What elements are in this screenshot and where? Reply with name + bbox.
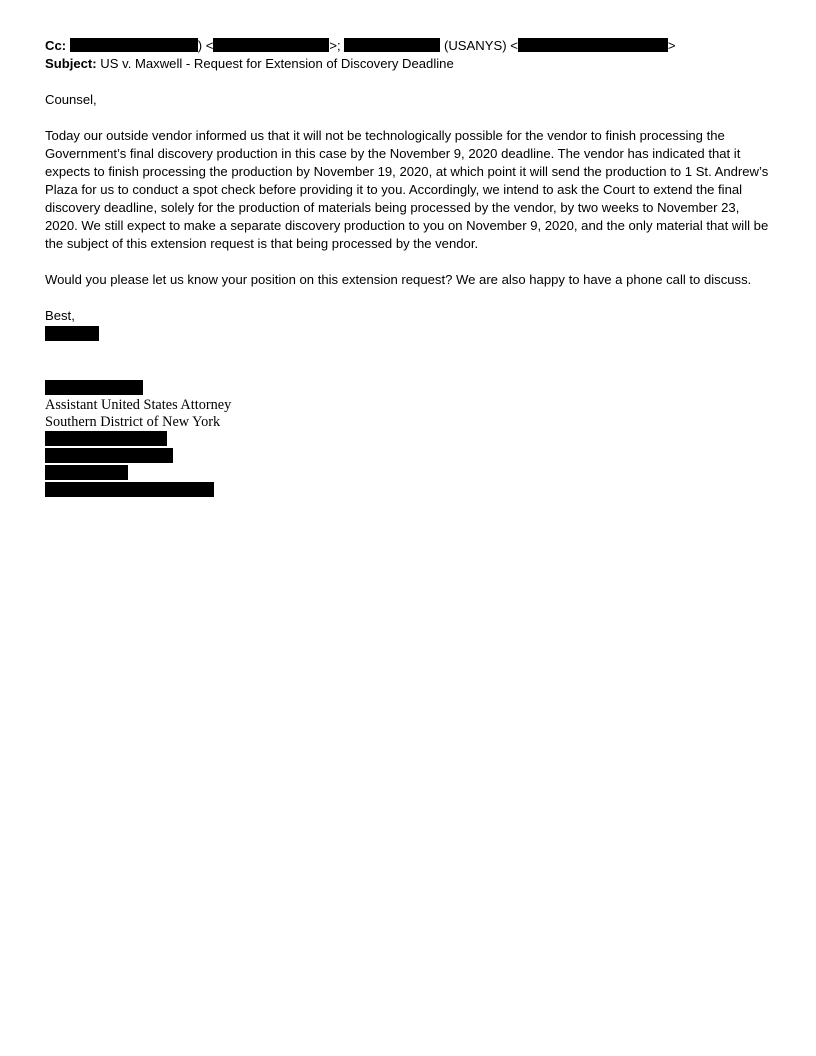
signature-block xyxy=(45,380,775,497)
closing: Best, xyxy=(45,308,75,323)
redaction-box xyxy=(45,482,214,497)
subject-text: US v. Maxwell - Request for Extension of Discovery Deadline xyxy=(100,56,454,71)
redaction-box xyxy=(45,380,143,395)
redaction-box xyxy=(45,326,99,341)
redaction-box xyxy=(518,38,668,52)
greeting: Counsel, xyxy=(45,92,97,107)
redaction-box xyxy=(45,465,128,480)
redaction-box xyxy=(45,448,173,463)
body-paragraph-2: Would you please let us know your position on this extension request? We are also happy to have a phone call to discuss. xyxy=(45,272,752,287)
cc-line xyxy=(45,37,775,55)
signature-office: Southern District of New York xyxy=(45,414,221,430)
subject-line xyxy=(45,55,775,73)
redaction-box xyxy=(344,38,440,52)
redaction-box xyxy=(213,38,329,52)
body-paragraph-1: Today our outside vendor informed us that it will not be technologically possible for the vendor to finish processing the Government’s final discovery production in this case by the November 9, 2020 deadline. The vendor has indicated that it expects to finish processing the production by November 19, 2020, at which point it will send the production to 1 St. Andrew’s Plaza for us to conduct a spot check before providing it to you. Accordingly, we intend to ask the Court to extend the final discovery deadline, solely for the production of materials being processed by the vendor, by two weeks to November 23, 2020. We still expect to make a separate discovery production to you on November 9, 2020, and the only material that will be the subject of this extension request is that being processed by the vendor. xyxy=(45,128,769,251)
cc-label: Cc: xyxy=(45,38,67,53)
redaction-box xyxy=(70,38,198,52)
redaction-box xyxy=(45,431,167,446)
cc-separator: >; xyxy=(329,38,341,53)
subject-label: Subject: xyxy=(45,56,97,71)
cc-separator: ) < xyxy=(197,38,214,53)
cc-end: > xyxy=(667,38,676,53)
email-document xyxy=(45,37,775,499)
cc-organization: (USANYS) < xyxy=(443,38,518,53)
signature-title: Assistant United States Attorney xyxy=(45,397,232,413)
